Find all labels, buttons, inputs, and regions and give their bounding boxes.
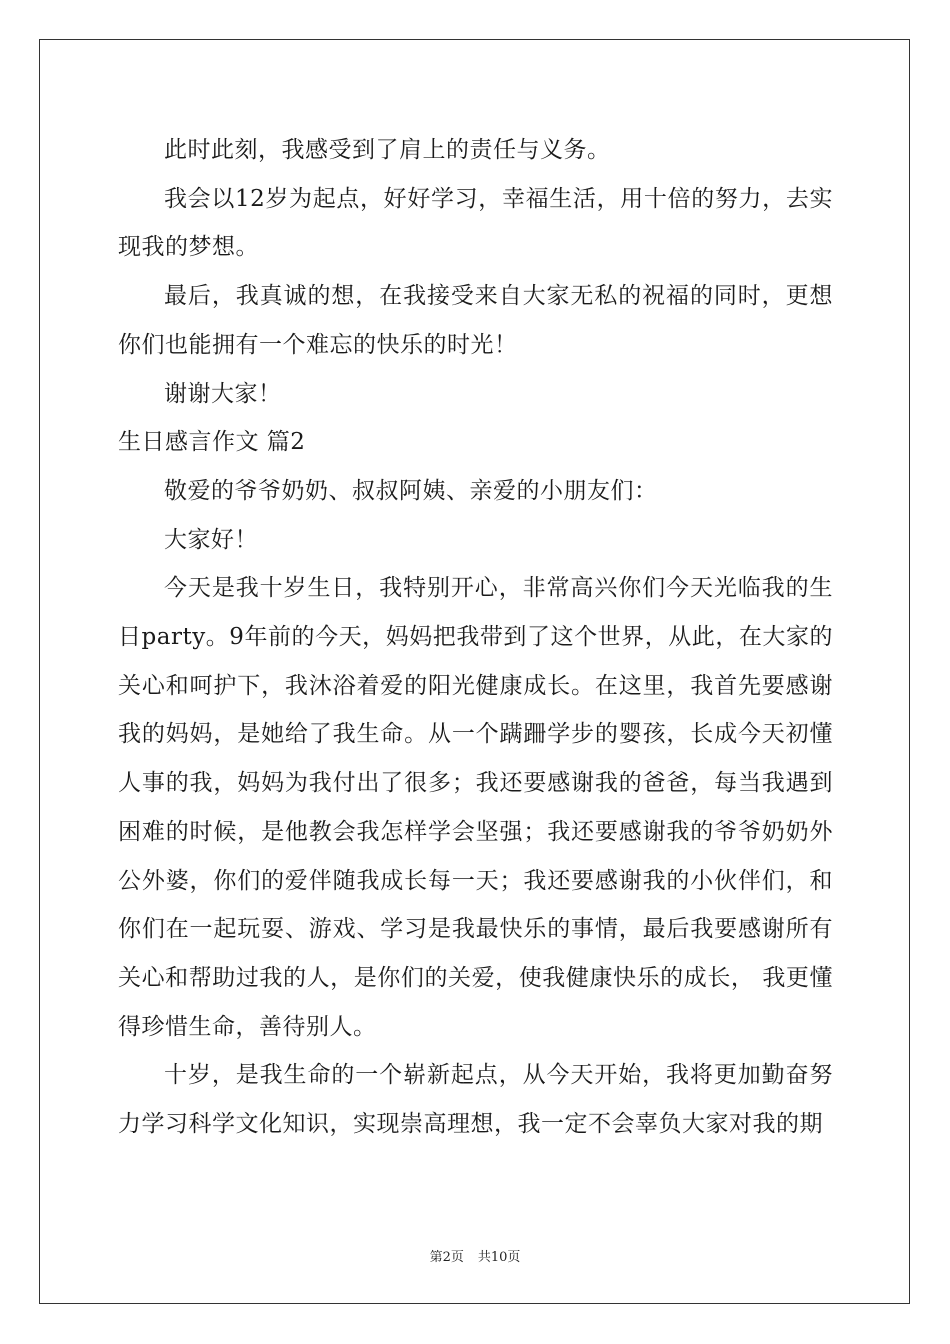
paragraph: 此时此刻，我感受到了肩上的责任与义务。 [164, 137, 611, 163]
document-body [118, 126, 833, 1149]
page-number: 第2页 [429, 1250, 464, 1265]
page-total: 共10页 [477, 1250, 521, 1265]
section-heading: 生日感言作文 篇2 [118, 429, 306, 456]
page-footer [0, 1246, 950, 1265]
paragraph: 谢谢大家！ [164, 380, 282, 407]
paragraph: 今天是我十岁生日，我特别开心，非常高兴你们今天光临我的生日party。9年前的今天，妈妈把我带到了这个世界，从此，在大家的关心和呵护下，我沐浴着爱的阳光健康成长。在这里，我首先要感谢我的妈妈，是她给了我生命。从一个蹒跚学步的婴孩，长成今天初懂人事的我，妈妈为我付出了很多；我还要感谢我的爸爸，每当我遇到困难的时候，是他教会我怎样学会坚强；我还要感谢我的爷爷奶奶外公外婆，你们的爱伴随我成长每一天；我还要感谢我的小伙伴们，和你们在一起玩耍、游戏、学习是我最快乐的事情，最后我要感谢所有关心和帮助过我的人，是你们的关爱，使我健康快乐的成长， 我更懂得珍惜生命，善待别人。 [118, 575, 833, 1040]
paragraph: 十岁，是我生命的一个崭新起点，从今天开始，我将更加勤奋努力学习科学文化知识，实现崇高理想，我一定不会辜负大家对我的期 [118, 1062, 833, 1138]
paragraph: 我会以12岁为起点，好好学习，幸福生活，用十倍的努力，去实现我的梦想。 [118, 185, 833, 261]
paragraph: 敬爱的爷爷奶奶、叔叔阿姨、亲爱的小朋友们： [164, 477, 658, 504]
paragraph: 大家好！ [164, 526, 258, 553]
paragraph: 最后，我真诚的想，在我接受来自大家无私的祝福的同时，更想你们也能拥有一个难忘的快乐的时光！ [118, 283, 833, 358]
